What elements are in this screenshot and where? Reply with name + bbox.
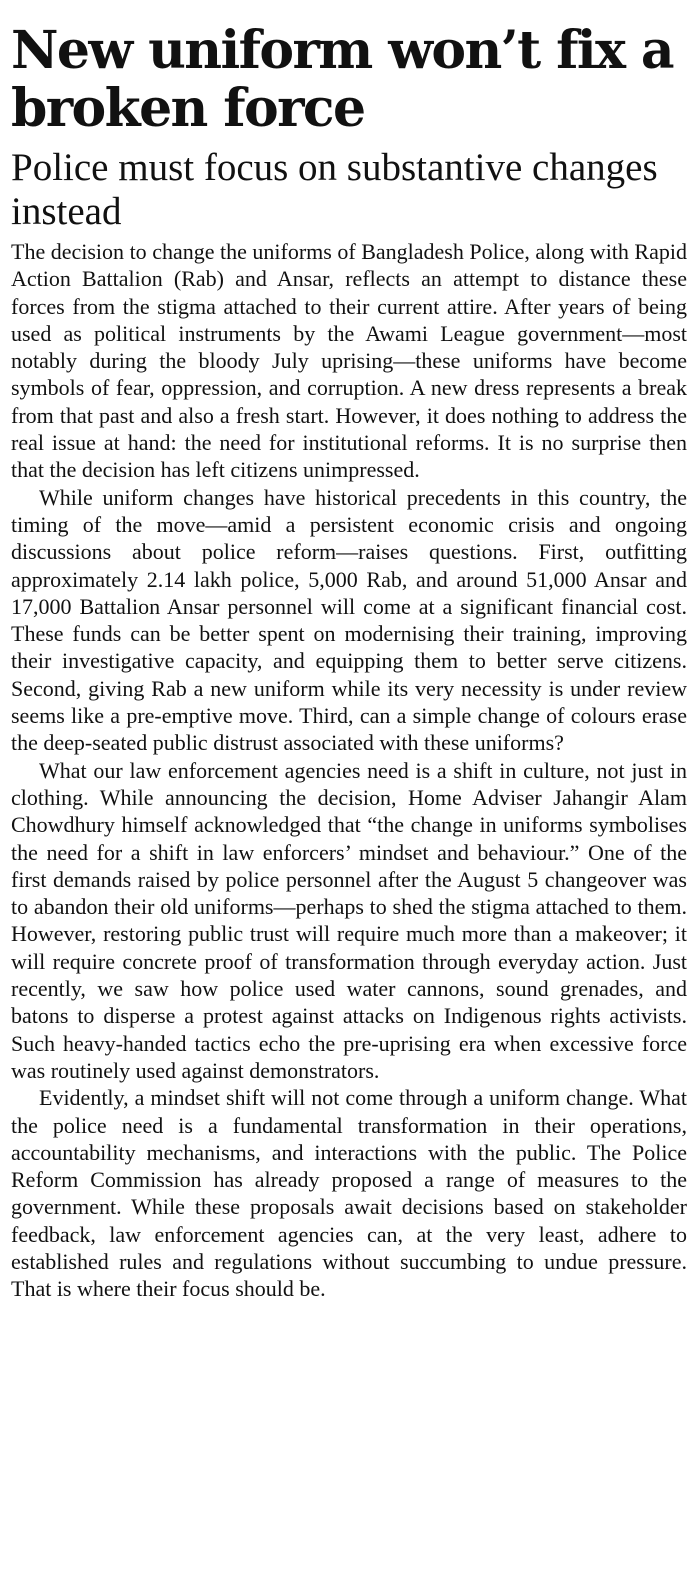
editorial-article <box>11 22 687 1303</box>
article-paragraph-2: While uniform changes have historical precedents in this country, the timing of the move—amid a persistent economic crisis and ongoing discussions about police reform—raises questions. First, outfitting approximately 2.14 lakh police, 5,000 Rab, and around 51,000 Ansar and 17,000 Battalion Ansar personnel will come at a significant financial cost. These funds can be better spent on modernising their training, improving their investigative capacity, and equipping them to better serve citizens. Second, giving Rab a new uniform while its very necessity is under review seems like a pre-emptive move. Third, can a simple change of colours erase the deep-seated public distrust associated with these uniforms? <box>11 484 687 756</box>
article-paragraph-1: The decision to change the uniforms of Bangladesh Police, along with Rapid Action Battalion (Rab) and Ansar, reflects an attempt to distance these forces from the stigma attached to their current attire. After years of being used as political instruments by the Awami League government—most notably during the bloody July uprising—these uniforms have become symbols of fear, oppression, and corruption. A new dress represents a break from that past and also a fresh start. However, it does nothing to address the real issue at hand: the need for institutional reforms. It is no surprise then that the decision has left citizens unimpressed. <box>11 239 687 483</box>
article-headline: New uniform won’t fix a broken force <box>11 20 674 139</box>
article-body <box>11 238 687 1303</box>
article-subheadline: Police must focus on substantive changes instead <box>11 146 658 233</box>
article-paragraph-4: Evidently, a mindset shift will not come through a uniform change. What the police need is a fundamental transformation in their operations, accountability mechanisms, and interactions with the public. The Police Reform Commission has already proposed a range of measures to the government. While these proposals await decisions based on stakeholder feedback, law enforcement agencies can, at the very least, adhere to established rules and regulations without succumbing to undue pressure. That is where their focus should be. <box>11 1085 687 1302</box>
article-paragraph-3: What our law enforcement agencies need is a shift in culture, not just in clothing. While announcing the decision, Home Adviser Jahangir Alam Chowdhury himself acknowledged that “the change in uniforms symbolises the need for a shift in law enforcers’ mindset and behaviour.” One of the first demands raised by police personnel after the August 5 changeover was to abandon their old uniforms—perhaps to shed the stigma attached to them. However, restoring public trust will require much more than a makeover; it will require concrete proof of transformation through everyday action. Just recently, we saw how police used water cannons, sound grenades, and batons to disperse a protest against attacks on Indigenous rights activists. Such heavy-handed tactics echo the pre-uprising era when excessive force was routinely used against demonstrators. <box>11 757 687 1083</box>
